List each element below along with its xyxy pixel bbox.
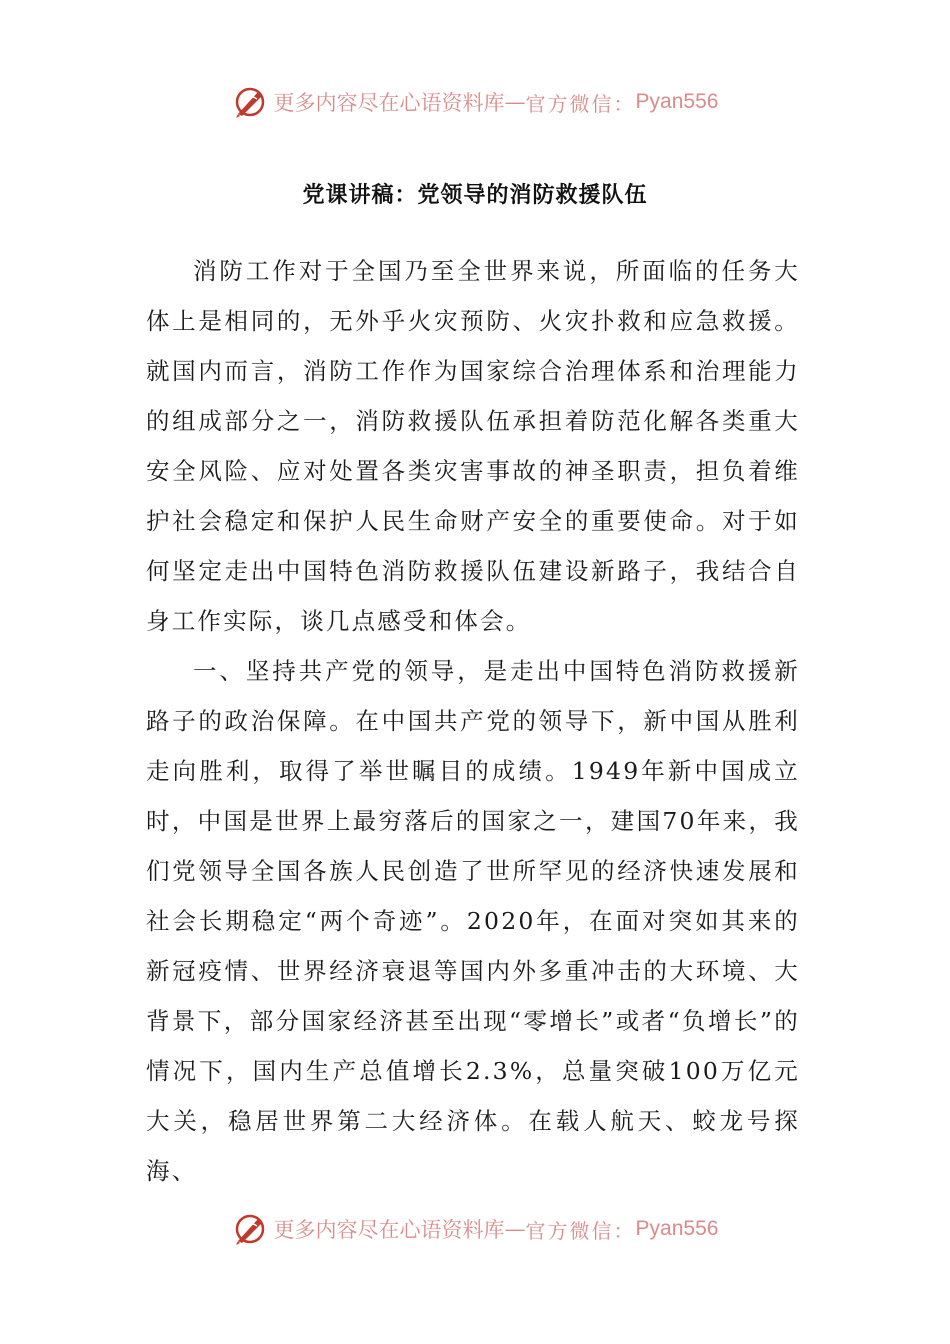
paragraph: 一、坚持共产党的领导，是走出中国特色消防救援新路子的政治保障。在中国共产党的领导下，新中国从胜利走向胜利，取得了举世瞩目的成绩。1949年新中国成立时，中国是世界上最穷落后的国家之一，建国70年来，我们党领导全国各族人民创造了世所罕见的经济快速发展和社会长期稳定“两个奇迹”。2020年，在面对突如其来的新冠疫情、世界经济衰退等国内外多重冲击的大环境、大背景下，部分国家经济甚至出现“零增长”或者“负增长”的情况下，国内生产总值增长2.3%，总量突破100万亿元大关，稳居世界第二大经济体。在载人航天、蛟龙号探海、 (146, 657, 800, 1185)
wechat-id: Pyan556 (635, 1217, 719, 1240)
footer-banner (0, 1207, 950, 1251)
banner-separator: — (504, 1217, 526, 1241)
pen-logo-icon (232, 1211, 268, 1247)
banner-description: 官方微信： (525, 91, 636, 116)
pen-logo-icon (232, 84, 268, 120)
document-title: 党课讲稿：党领导的消防救援队伍 (302, 183, 648, 208)
banner-text: 更多内容尽在心语资料库 (273, 91, 505, 115)
wechat-id: Pyan556 (635, 90, 719, 113)
banner-description: 官方微信： (525, 1218, 636, 1243)
banner-text: 更多内容尽在心语资料库 (273, 1218, 505, 1242)
banner-separator: — (504, 90, 526, 114)
document-body (146, 246, 800, 1196)
paragraph: 消防工作对于全国乃至全世界来说，所面临的任务大体上是相同的，无外乎火灾预防、火灾扑救和应急救援。就国内而言，消防工作作为国家综合治理体系和治理能力的组成部分之一，消防救援队伍承担着防范化解各类重大安全风险、应对处置各类灾害事故的神圣职责，担负着维护社会稳定和保护人民生命财产安全的重要使命。对于如何坚定走出中国特色消防救援队伍建设新路子，我结合自身工作实际，谈几点感受和体会。 (146, 257, 800, 635)
header-banner (0, 80, 950, 124)
